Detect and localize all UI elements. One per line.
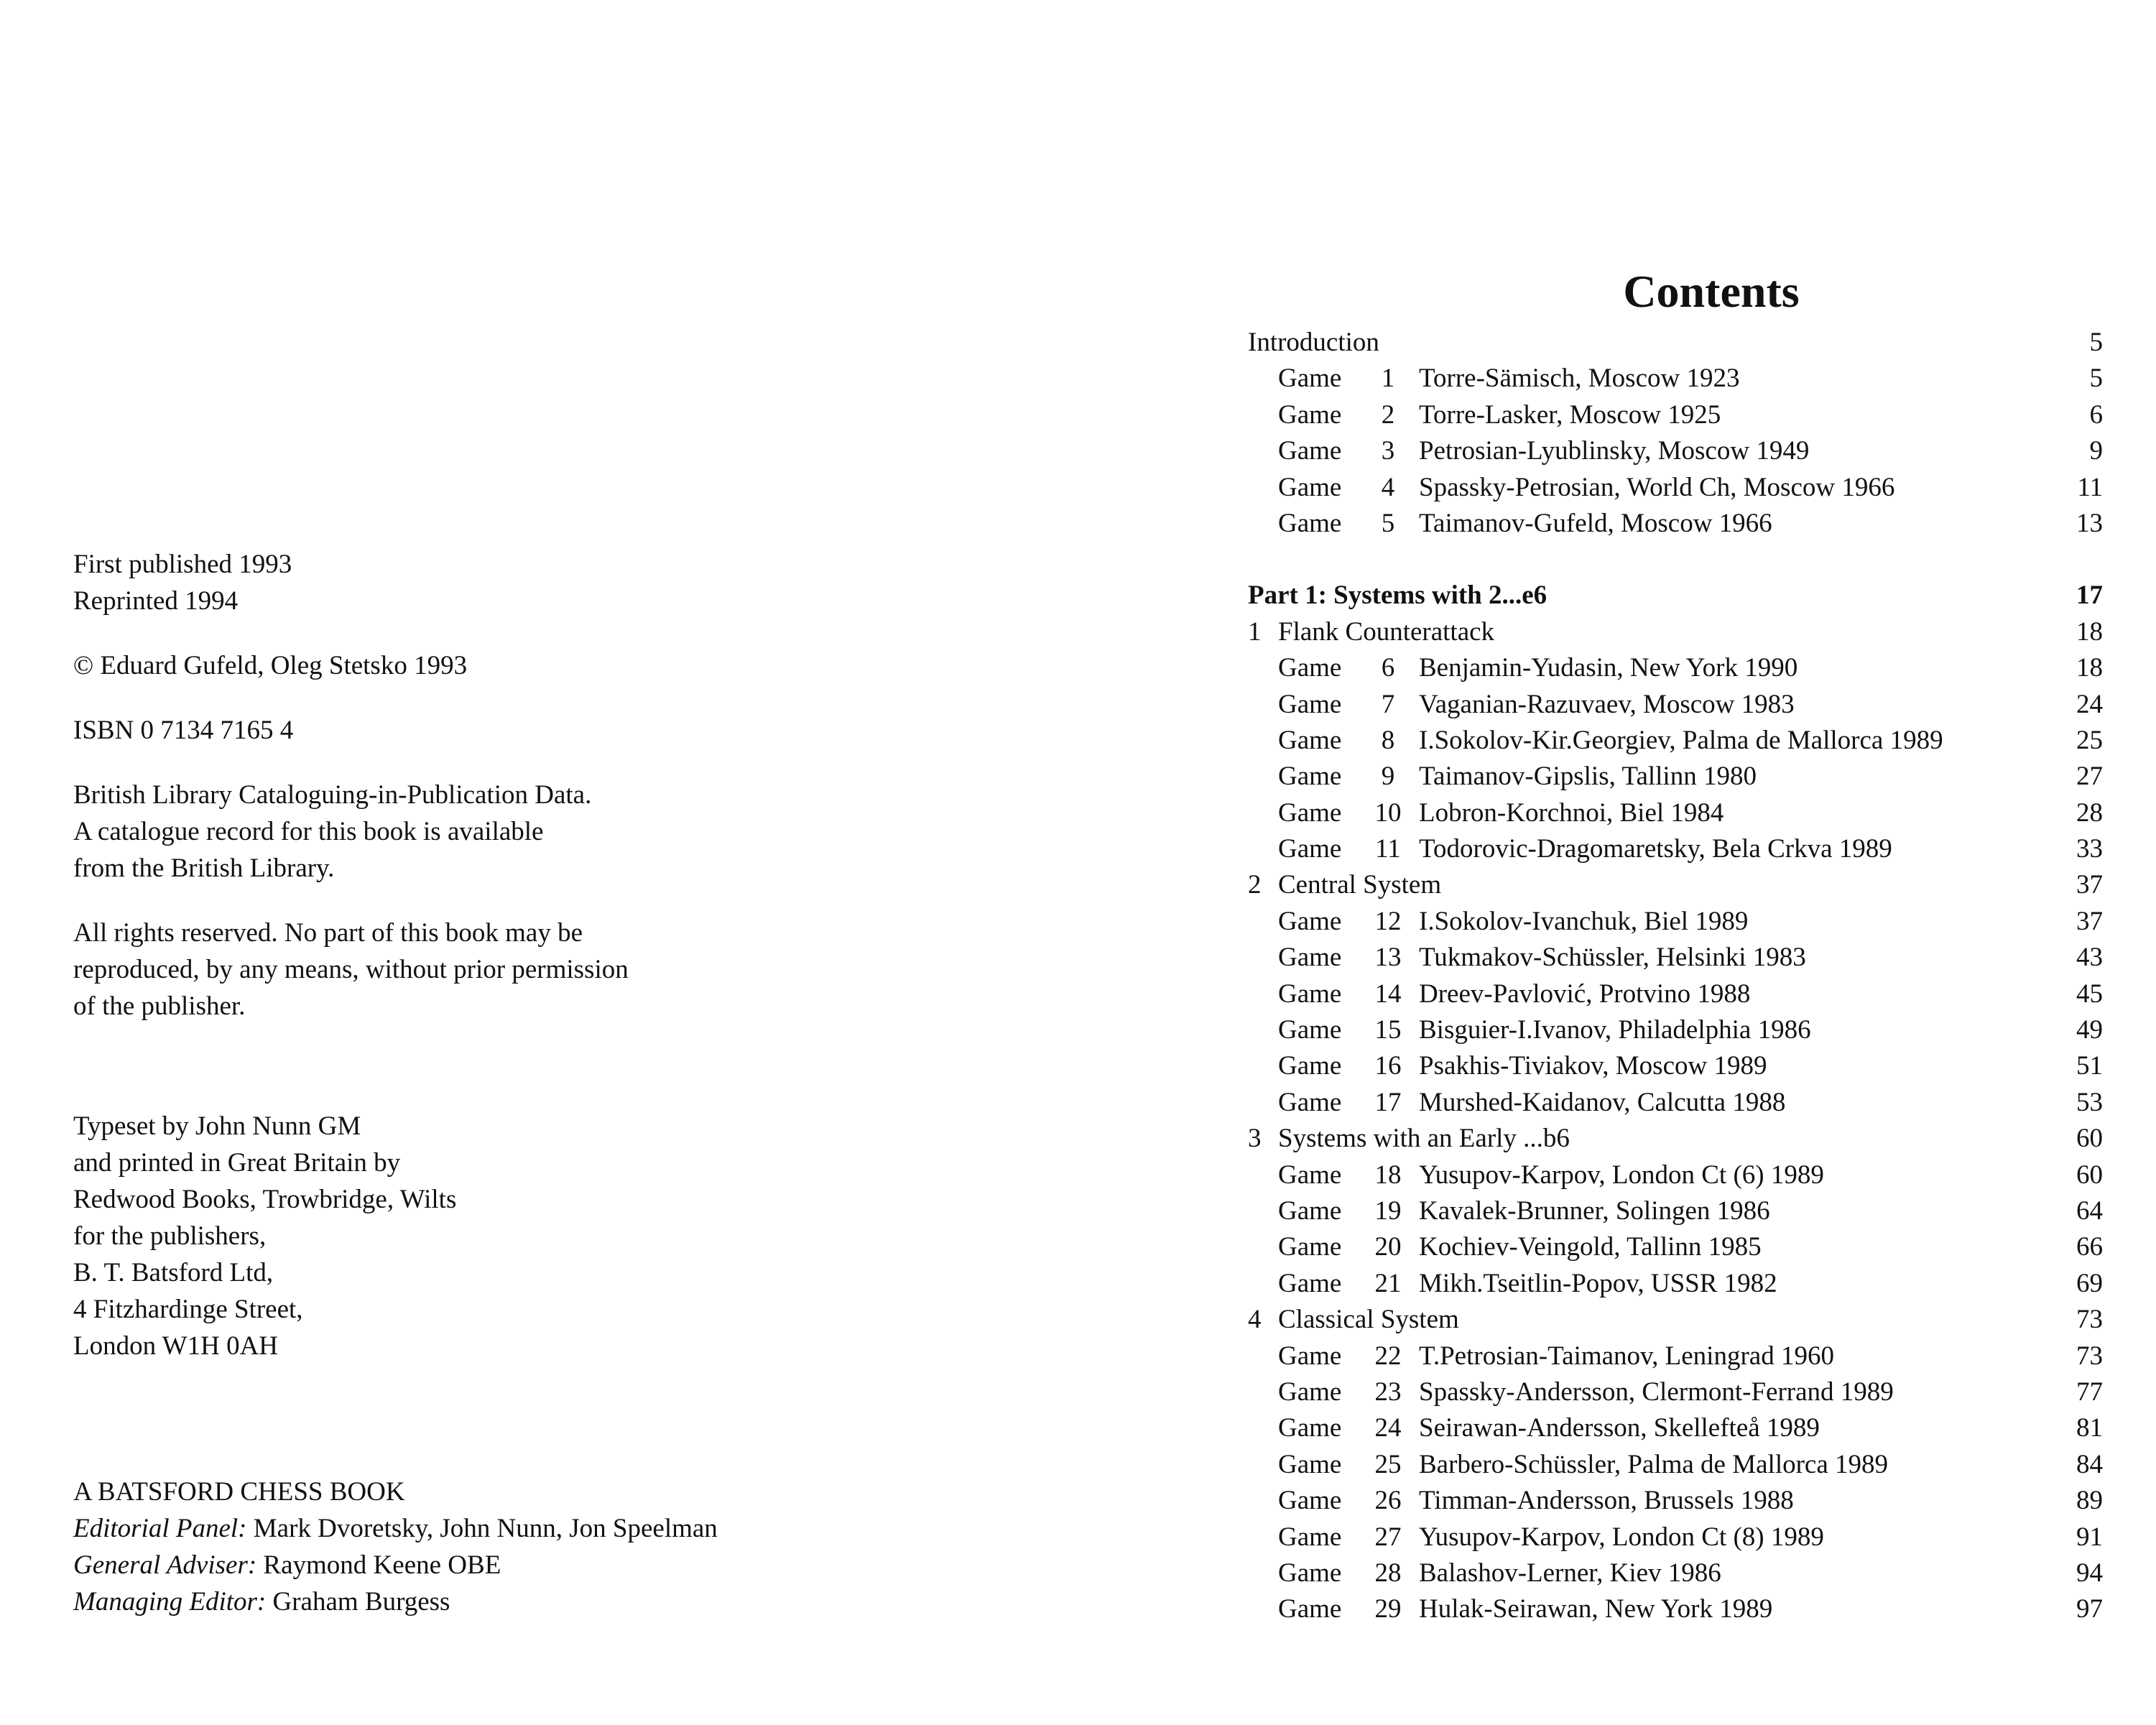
game-label: Game	[1278, 508, 1342, 538]
toc-game-entry	[1248, 1085, 2103, 1121]
game-title: Timman-Andersson, Brussels 1988	[1419, 1486, 1794, 1516]
copyright-notice: © Eduard Gufeld, Oleg Stetsko 1993	[73, 651, 468, 680]
game-title: Vaganian-Razuvaev, Moscow 1983	[1419, 689, 1795, 719]
game-label: Game	[1278, 834, 1342, 864]
game-label: Game	[1278, 979, 1342, 1009]
toc-game-entry	[1248, 506, 2103, 542]
toc-game-entry	[1248, 361, 2103, 397]
managing-editor-value: Graham Burgess	[266, 1587, 450, 1617]
toc-game-entry	[1248, 1338, 2103, 1374]
game-label: Game	[1278, 1232, 1342, 1262]
toc-game-entry	[1248, 1520, 2103, 1555]
toc-page-number: 53	[2076, 1087, 2103, 1117]
game-label: Game	[1278, 1486, 1342, 1516]
series-name: A BATSFORD CHESS BOOK	[73, 1477, 405, 1507]
game-number: 22	[1374, 1341, 1402, 1371]
rights-line: All rights reserved. No part of this book may be	[73, 918, 583, 948]
editorial-panel-value: Mark Dvoretsky, John Nunn, Jon Speelman	[246, 1514, 718, 1543]
toc-page-number: 28	[2076, 797, 2103, 828]
toc-page-number: 17	[2076, 581, 2103, 611]
editorial-panel-label: Editorial Panel:	[73, 1514, 247, 1543]
section-number: 1	[1248, 616, 1262, 647]
toc-page-number: 94	[2076, 1558, 2103, 1588]
game-title: Torre-Lasker, Moscow 1925	[1419, 399, 1721, 430]
game-title: Seirawan-Andersson, Skellefteå 1989	[1419, 1413, 1820, 1443]
game-number: 11	[1375, 834, 1401, 864]
toc-page-number: 24	[2076, 689, 2103, 719]
section-number: 2	[1248, 870, 1262, 900]
toc-game-entry	[1248, 1048, 2103, 1084]
game-number: 28	[1374, 1558, 1402, 1588]
imprint-page	[73, 546, 864, 1620]
toc-page-number: 25	[2076, 725, 2103, 755]
toc-section-heading	[1248, 867, 2103, 903]
toc-part-heading	[1248, 578, 2103, 614]
game-label: Game	[1278, 689, 1342, 719]
toc-game-entry	[1248, 650, 2103, 686]
toc-page-number: 33	[2076, 834, 2103, 864]
game-title: I.Sokolov-Ivanchuk, Biel 1989	[1419, 906, 1749, 936]
toc-section-heading	[1248, 1302, 2103, 1338]
contents-page	[1248, 263, 2103, 1628]
game-title: Hulak-Seirawan, New York 1989	[1419, 1594, 1773, 1624]
section-number: 4	[1248, 1305, 1262, 1335]
toc-game-entry	[1248, 1447, 2103, 1483]
game-title: Barbero-Schüssler, Palma de Mallorca 1989	[1419, 1449, 1889, 1479]
game-title: Balashov-Lerner, Kiev 1986	[1419, 1558, 1721, 1588]
toc-page-number: 66	[2076, 1232, 2103, 1262]
toc-game-entry	[1248, 1374, 2103, 1410]
game-label: Game	[1278, 1087, 1342, 1117]
game-title: Psakhis-Tiviakov, Moscow 1989	[1419, 1051, 1767, 1081]
game-number: 3	[1381, 436, 1395, 466]
game-title: I.Sokolov-Kir.Georgiev, Palma de Mallorca 1989	[1419, 725, 1943, 755]
game-title: Bisguier-I.Ivanov, Philadelphia 1986	[1419, 1015, 1811, 1045]
toc-entry-label: Part 1: Systems with 2...e6	[1248, 581, 1547, 611]
game-number: 8	[1381, 725, 1395, 755]
game-title: Yusupov-Karpov, London Ct (8) 1989	[1419, 1522, 1824, 1552]
contents-title: Contents	[1623, 266, 1800, 317]
first-published: First published 1993	[73, 550, 292, 579]
game-number: 14	[1374, 979, 1402, 1009]
game-label: Game	[1278, 1594, 1342, 1624]
toc-game-entry	[1248, 1012, 2103, 1048]
game-label: Game	[1278, 943, 1342, 973]
toc-page-number: 73	[2076, 1341, 2103, 1371]
managing-editor	[73, 1583, 864, 1620]
game-label: Game	[1278, 1196, 1342, 1226]
toc-game-entry	[1248, 1193, 2103, 1229]
game-label: Game	[1278, 399, 1342, 430]
toc-page-number: 13	[2076, 508, 2103, 538]
game-title: Kavalek-Brunner, Solingen 1986	[1419, 1196, 1770, 1226]
toc-page-number: 97	[2076, 1594, 2103, 1624]
toc-page-number: 60	[2076, 1124, 2103, 1154]
game-number: 24	[1374, 1413, 1402, 1443]
game-number: 25	[1374, 1449, 1402, 1479]
toc-game-entry	[1248, 687, 2103, 723]
toc-entry-label: Introduction	[1248, 328, 1379, 357]
section-title: Flank Counterattack	[1278, 616, 1495, 647]
game-label: Game	[1278, 653, 1342, 683]
game-title: Tukmakov-Schüssler, Helsinki 1983	[1419, 943, 1806, 973]
toc-game-entry	[1248, 831, 2103, 867]
toc-page-number: 81	[2076, 1413, 2103, 1443]
section-title: Central System	[1278, 870, 1442, 900]
game-title: Benjamin-Yudasin, New York 1990	[1419, 653, 1798, 683]
toc-game-entry	[1248, 1266, 2103, 1302]
cip-line: British Library Cataloguing-in-Publication Data.	[73, 780, 592, 810]
typeset-line: B. T. Batsford Ltd,	[73, 1258, 274, 1287]
toc-game-entry	[1248, 759, 2103, 795]
game-title: Kochiev-Veingold, Tallinn 1985	[1419, 1232, 1762, 1262]
game-number: 7	[1381, 689, 1395, 719]
toc-page-number: 91	[2076, 1522, 2103, 1552]
rights-line: of the publisher.	[73, 991, 246, 1021]
section-title: Systems with an Early ...b6	[1278, 1124, 1570, 1154]
game-number: 12	[1374, 906, 1402, 936]
cip-line: from the British Library.	[73, 854, 335, 883]
toc-page-number: 45	[2076, 979, 2103, 1009]
game-label: Game	[1278, 762, 1342, 792]
toc-page-number: 60	[2076, 1160, 2103, 1190]
toc-page-number: 11	[2077, 472, 2103, 502]
intro-games-list	[1248, 361, 2103, 542]
toc-page-number: 73	[2076, 1305, 2103, 1335]
section-title: Classical System	[1278, 1305, 1459, 1335]
game-title: Mikh.Tseitlin-Popov, USSR 1982	[1419, 1268, 1777, 1298]
game-number: 27	[1374, 1522, 1402, 1552]
isbn: ISBN 0 7134 7165 4	[73, 716, 294, 745]
game-title: Lobron-Korchnoi, Biel 1984	[1419, 797, 1724, 828]
typeset-line: and printed in Great Britain by	[73, 1148, 401, 1178]
game-number: 2	[1381, 399, 1395, 430]
game-number: 17	[1374, 1087, 1402, 1117]
game-label: Game	[1278, 1015, 1342, 1045]
typeset-line: Redwood Books, Trowbridge, Wilts	[73, 1185, 457, 1214]
toc-game-entry	[1248, 976, 2103, 1012]
toc-section-heading	[1248, 614, 2103, 650]
typeset-line: Typeset by John Nunn GM	[73, 1111, 361, 1141]
game-title: Taimanov-Gufeld, Moscow 1966	[1419, 508, 1772, 538]
typeset-line: London W1H 0AH	[73, 1331, 279, 1361]
game-label: Game	[1278, 1051, 1342, 1081]
game-number: 18	[1374, 1160, 1402, 1190]
toc-page-number: 37	[2076, 870, 2103, 900]
game-title: Dreev-Pavlović, Protvino 1988	[1419, 979, 1751, 1009]
reprinted: Reprinted 1994	[73, 586, 239, 616]
toc-page-number: 77	[2076, 1377, 2103, 1407]
toc-game-entry	[1248, 1410, 2103, 1446]
section-number: 3	[1248, 1124, 1262, 1154]
toc-game-entry	[1248, 795, 2103, 831]
toc-game-entry	[1248, 1157, 2103, 1193]
game-number: 20	[1374, 1232, 1402, 1262]
game-number: 9	[1381, 762, 1395, 792]
game-number: 6	[1381, 653, 1395, 683]
game-label: Game	[1278, 436, 1342, 466]
editorial-panel	[73, 1510, 864, 1547]
toc-page-number: 5	[2089, 328, 2103, 357]
toc-game-entry	[1248, 470, 2103, 506]
game-label: Game	[1278, 364, 1342, 394]
game-title: Yusupov-Karpov, London Ct (6) 1989	[1419, 1160, 1824, 1190]
general-adviser-value: Raymond Keene OBE	[256, 1550, 501, 1580]
toc-page-number: 51	[2076, 1051, 2103, 1081]
toc-page-number: 18	[2076, 616, 2103, 647]
toc-introduction	[1248, 325, 2103, 361]
game-title: Petrosian-Lyublinsky, Moscow 1949	[1419, 436, 1810, 466]
game-number: 26	[1374, 1486, 1402, 1516]
toc-page-number: 6	[2089, 399, 2103, 430]
game-number: 15	[1374, 1015, 1402, 1045]
game-label: Game	[1278, 1522, 1342, 1552]
cip-line: A catalogue record for this book is available	[73, 817, 544, 846]
toc-game-entry	[1248, 1591, 2103, 1627]
toc-game-entry	[1248, 940, 2103, 976]
game-label: Game	[1278, 1377, 1342, 1407]
game-title: T.Petrosian-Taimanov, Leningrad 1960	[1419, 1341, 1834, 1371]
toc-page-number: 84	[2076, 1449, 2103, 1479]
game-title: Spassky-Petrosian, World Ch, Moscow 1966	[1419, 472, 1895, 502]
game-label: Game	[1278, 725, 1342, 755]
game-label: Game	[1278, 906, 1342, 936]
general-adviser	[73, 1547, 864, 1583]
game-number: 1	[1381, 364, 1395, 394]
toc-game-entry	[1248, 433, 2103, 469]
game-title: Murshed-Kaidanov, Calcutta 1988	[1419, 1087, 1786, 1117]
toc-page-number: 37	[2076, 906, 2103, 936]
toc-game-entry	[1248, 397, 2103, 433]
game-label: Game	[1278, 1449, 1342, 1479]
game-label: Game	[1278, 1341, 1342, 1371]
toc-game-entry	[1248, 1483, 2103, 1519]
toc-page-number: 64	[2076, 1196, 2103, 1226]
toc-game-entry	[1248, 1555, 2103, 1591]
toc-section-heading	[1248, 1121, 2103, 1157]
game-number: 19	[1374, 1196, 1402, 1226]
game-title: Taimanov-Gipslis, Tallinn 1980	[1419, 762, 1757, 792]
typeset-line: 4 Fitzhardinge Street,	[73, 1295, 303, 1324]
toc-page-number: 18	[2076, 653, 2103, 683]
game-title: Todorovic-Dragomaretsky, Bela Crkva 1989	[1419, 834, 1892, 864]
toc-game-entry	[1248, 723, 2103, 759]
toc-page-number: 69	[2076, 1268, 2103, 1298]
game-number: 16	[1374, 1051, 1402, 1081]
game-label: Game	[1278, 797, 1342, 828]
game-title: Torre-Sämisch, Moscow 1923	[1419, 364, 1740, 394]
game-number: 29	[1374, 1594, 1402, 1624]
sections-list	[1248, 614, 2103, 1628]
toc-game-entry	[1248, 1229, 2103, 1265]
managing-editor-label: Managing Editor:	[73, 1587, 267, 1617]
game-label: Game	[1278, 1160, 1342, 1190]
toc-game-entry	[1248, 904, 2103, 940]
general-adviser-label: General Adviser:	[73, 1550, 257, 1580]
typeset-line: for the publishers,	[73, 1221, 267, 1251]
game-number: 5	[1381, 508, 1395, 538]
game-title: Spassky-Andersson, Clermont-Ferrand 1989	[1419, 1377, 1894, 1407]
game-number: 10	[1374, 797, 1402, 828]
game-number: 4	[1381, 472, 1395, 502]
toc-page-number: 49	[2076, 1015, 2103, 1045]
toc-page-number: 27	[2076, 762, 2103, 792]
game-number: 23	[1374, 1377, 1402, 1407]
game-number: 21	[1374, 1268, 1402, 1298]
toc-page-number: 5	[2089, 364, 2103, 394]
game-label: Game	[1278, 472, 1342, 502]
game-number: 13	[1374, 943, 1402, 973]
toc-page-number: 89	[2076, 1486, 2103, 1516]
rights-line: reproduced, by any means, without prior permission	[73, 955, 629, 984]
toc-page-number: 43	[2076, 943, 2103, 973]
toc-page-number: 9	[2089, 436, 2103, 466]
game-label: Game	[1278, 1268, 1342, 1298]
game-label: Game	[1278, 1558, 1342, 1588]
game-label: Game	[1278, 1413, 1342, 1443]
